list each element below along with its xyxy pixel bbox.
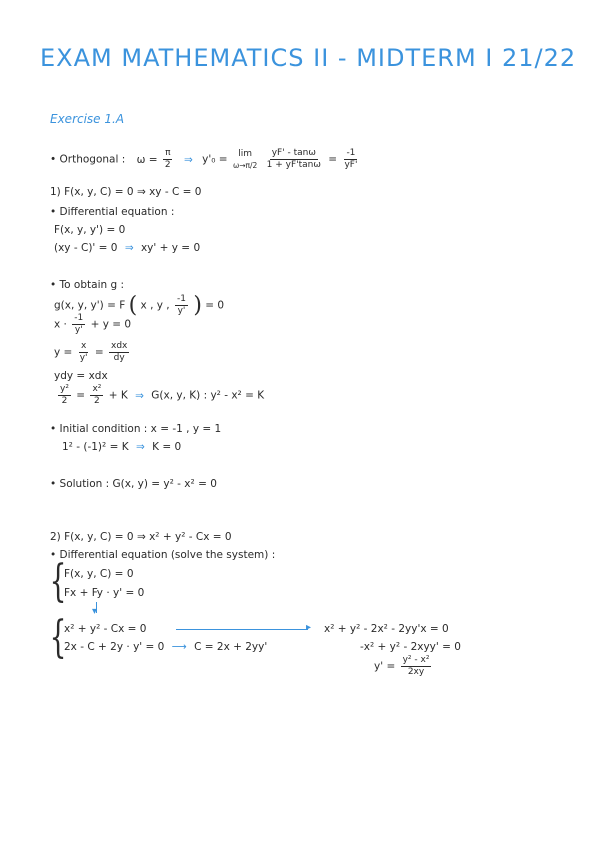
p1-line7-b: + y = 0 (90, 318, 132, 331)
p1-line6-frac (175, 294, 188, 317)
p1-line7 (54, 313, 131, 336)
p2-system-1: F(x, y, C) = 0 (64, 568, 134, 580)
p2-result-2: -x² + y² - 2xyy' = 0 (360, 641, 461, 653)
p1-line6-b: x , y , (140, 299, 170, 312)
p1-line8 (54, 341, 131, 364)
implies-arrow: ⇒ (135, 389, 144, 402)
p1-line8-den1: y' (79, 353, 88, 363)
p2-line2: • Differential equation (solve the system) : (50, 549, 276, 561)
p1-line13: • Solution : G(x, y) = y² - x² = 0 (50, 478, 217, 490)
p1-line6-den: y' (177, 306, 186, 316)
p1-line12 (62, 441, 181, 453)
right-paren: ) (193, 293, 202, 318)
lim-sub: ω→π/2 (232, 160, 258, 170)
p2-result-num: y² - x² (402, 655, 430, 665)
p1-line8-a: y = (54, 346, 73, 359)
p2-system-4-c: C = 2x + 2yy' (194, 641, 268, 653)
p1-line10 (56, 384, 264, 407)
p1-line12-a: 1² - (-1)² = K (62, 441, 129, 453)
result-fraction (342, 148, 359, 171)
lim-num: yF' - tanω (271, 148, 316, 158)
res-den: yF' (344, 160, 358, 170)
p2-result-1: x² + y² - 2x² - 2yy'x = 0 (324, 623, 449, 635)
p1-line7-frac (72, 313, 85, 336)
pi-num: π (165, 148, 171, 158)
exercise-heading: Exercise 1.A (50, 112, 125, 126)
p1-line10-den1: 2 (61, 396, 68, 406)
p1-line10-d: G(x, y, K) : y² - x² = K (151, 389, 265, 402)
p1-line9: ydy = xdx (54, 370, 108, 382)
p1-line7-den: y' (74, 325, 83, 335)
p1-line8-den2: dy (113, 353, 125, 363)
p2-result-3-lhs: y' = (374, 660, 396, 673)
p1-line4 (54, 242, 200, 254)
p1-line10-den2: 2 (94, 396, 100, 406)
p1-line2: • Differential equation : (50, 206, 175, 218)
implies-arrow: ⇒ (124, 242, 134, 254)
p1-line11: • Initial condition : x = -1 , y = 1 (50, 423, 222, 435)
p2-system-4-a: 2x - C + 2y · y' = 0 (64, 641, 165, 653)
pi-over-two (163, 148, 173, 171)
p1-line3: F(x, y, y') = 0 (54, 224, 126, 236)
lim-fraction (265, 148, 323, 171)
pi-den: 2 (164, 160, 171, 170)
p1-line1: 1) F(x, y, C) = 0 ⇒ xy - C = 0 (50, 186, 202, 198)
p1-line6-num: -1 (177, 294, 186, 304)
res-num: -1 (346, 148, 356, 158)
p1-line8-frac1 (78, 341, 90, 364)
y-prime-lhs: y'₀ = (202, 153, 228, 166)
p1-line10-num1: y² (60, 384, 69, 394)
p1-line4-c: xy' + y = 0 (140, 242, 201, 254)
omega-eq: ω = (136, 153, 158, 166)
p1-line10-frac2 (90, 384, 103, 407)
long-arrow: ⟶ (171, 641, 187, 653)
p1-line6-c: = 0 (205, 299, 225, 312)
right-arrow-head: ▸ (306, 622, 312, 633)
p1-line8-eq: = (94, 346, 104, 359)
lim-den: 1 + yF'tanω (266, 160, 321, 170)
p1-line7-a: x · (54, 318, 67, 331)
p1-line5: • To obtain g : (50, 279, 125, 291)
p1-line8-frac2 (109, 341, 129, 364)
page-title: EXAM MATHEMATICS II - MIDTERM I 21/22 (40, 44, 577, 72)
p1-line8-num1: x (80, 341, 87, 351)
p1-line10-eq: = (76, 389, 86, 402)
p1-line8-num2: xdx (111, 341, 128, 351)
orthogonal-label: • Orthogonal : (50, 153, 126, 166)
p2-result-3 (374, 655, 433, 678)
p1-line10-frac1 (58, 384, 71, 407)
orthogonal-line (50, 148, 361, 171)
right-arrow-shaft (176, 629, 308, 630)
implies-arrow: ⇒ (183, 153, 193, 166)
limit (233, 149, 257, 171)
p1-line12-c: K = 0 (152, 441, 182, 453)
down-arrow-head: ▾ (92, 606, 98, 617)
p1-line7-num: -1 (74, 313, 84, 323)
p1-line6-a: g(x, y, y') = F (54, 299, 126, 312)
p2-line1: 2) F(x, y, C) = 0 ⇒ x² + y² - Cx = 0 (50, 531, 232, 543)
implies-arrow: ⇒ (135, 441, 145, 453)
left-paren: ( (128, 293, 138, 318)
p2-system-3: x² + y² - Cx = 0 (64, 623, 147, 635)
p2-result-den: 2xy (407, 667, 425, 677)
p2-result-frac (401, 655, 432, 678)
equals: = (328, 153, 338, 166)
p1-line10-b: + K (108, 389, 128, 402)
p2-system-4 (64, 641, 267, 653)
p2-system-2: Fx + Fy · y' = 0 (64, 587, 145, 599)
p1-line10-num2: x² (92, 384, 102, 394)
system-brace-1: { (49, 556, 67, 607)
system-brace-2: { (49, 612, 67, 663)
lim-word: lim (238, 148, 253, 159)
p1-line4-a: (xy - C)' = 0 (54, 242, 118, 254)
